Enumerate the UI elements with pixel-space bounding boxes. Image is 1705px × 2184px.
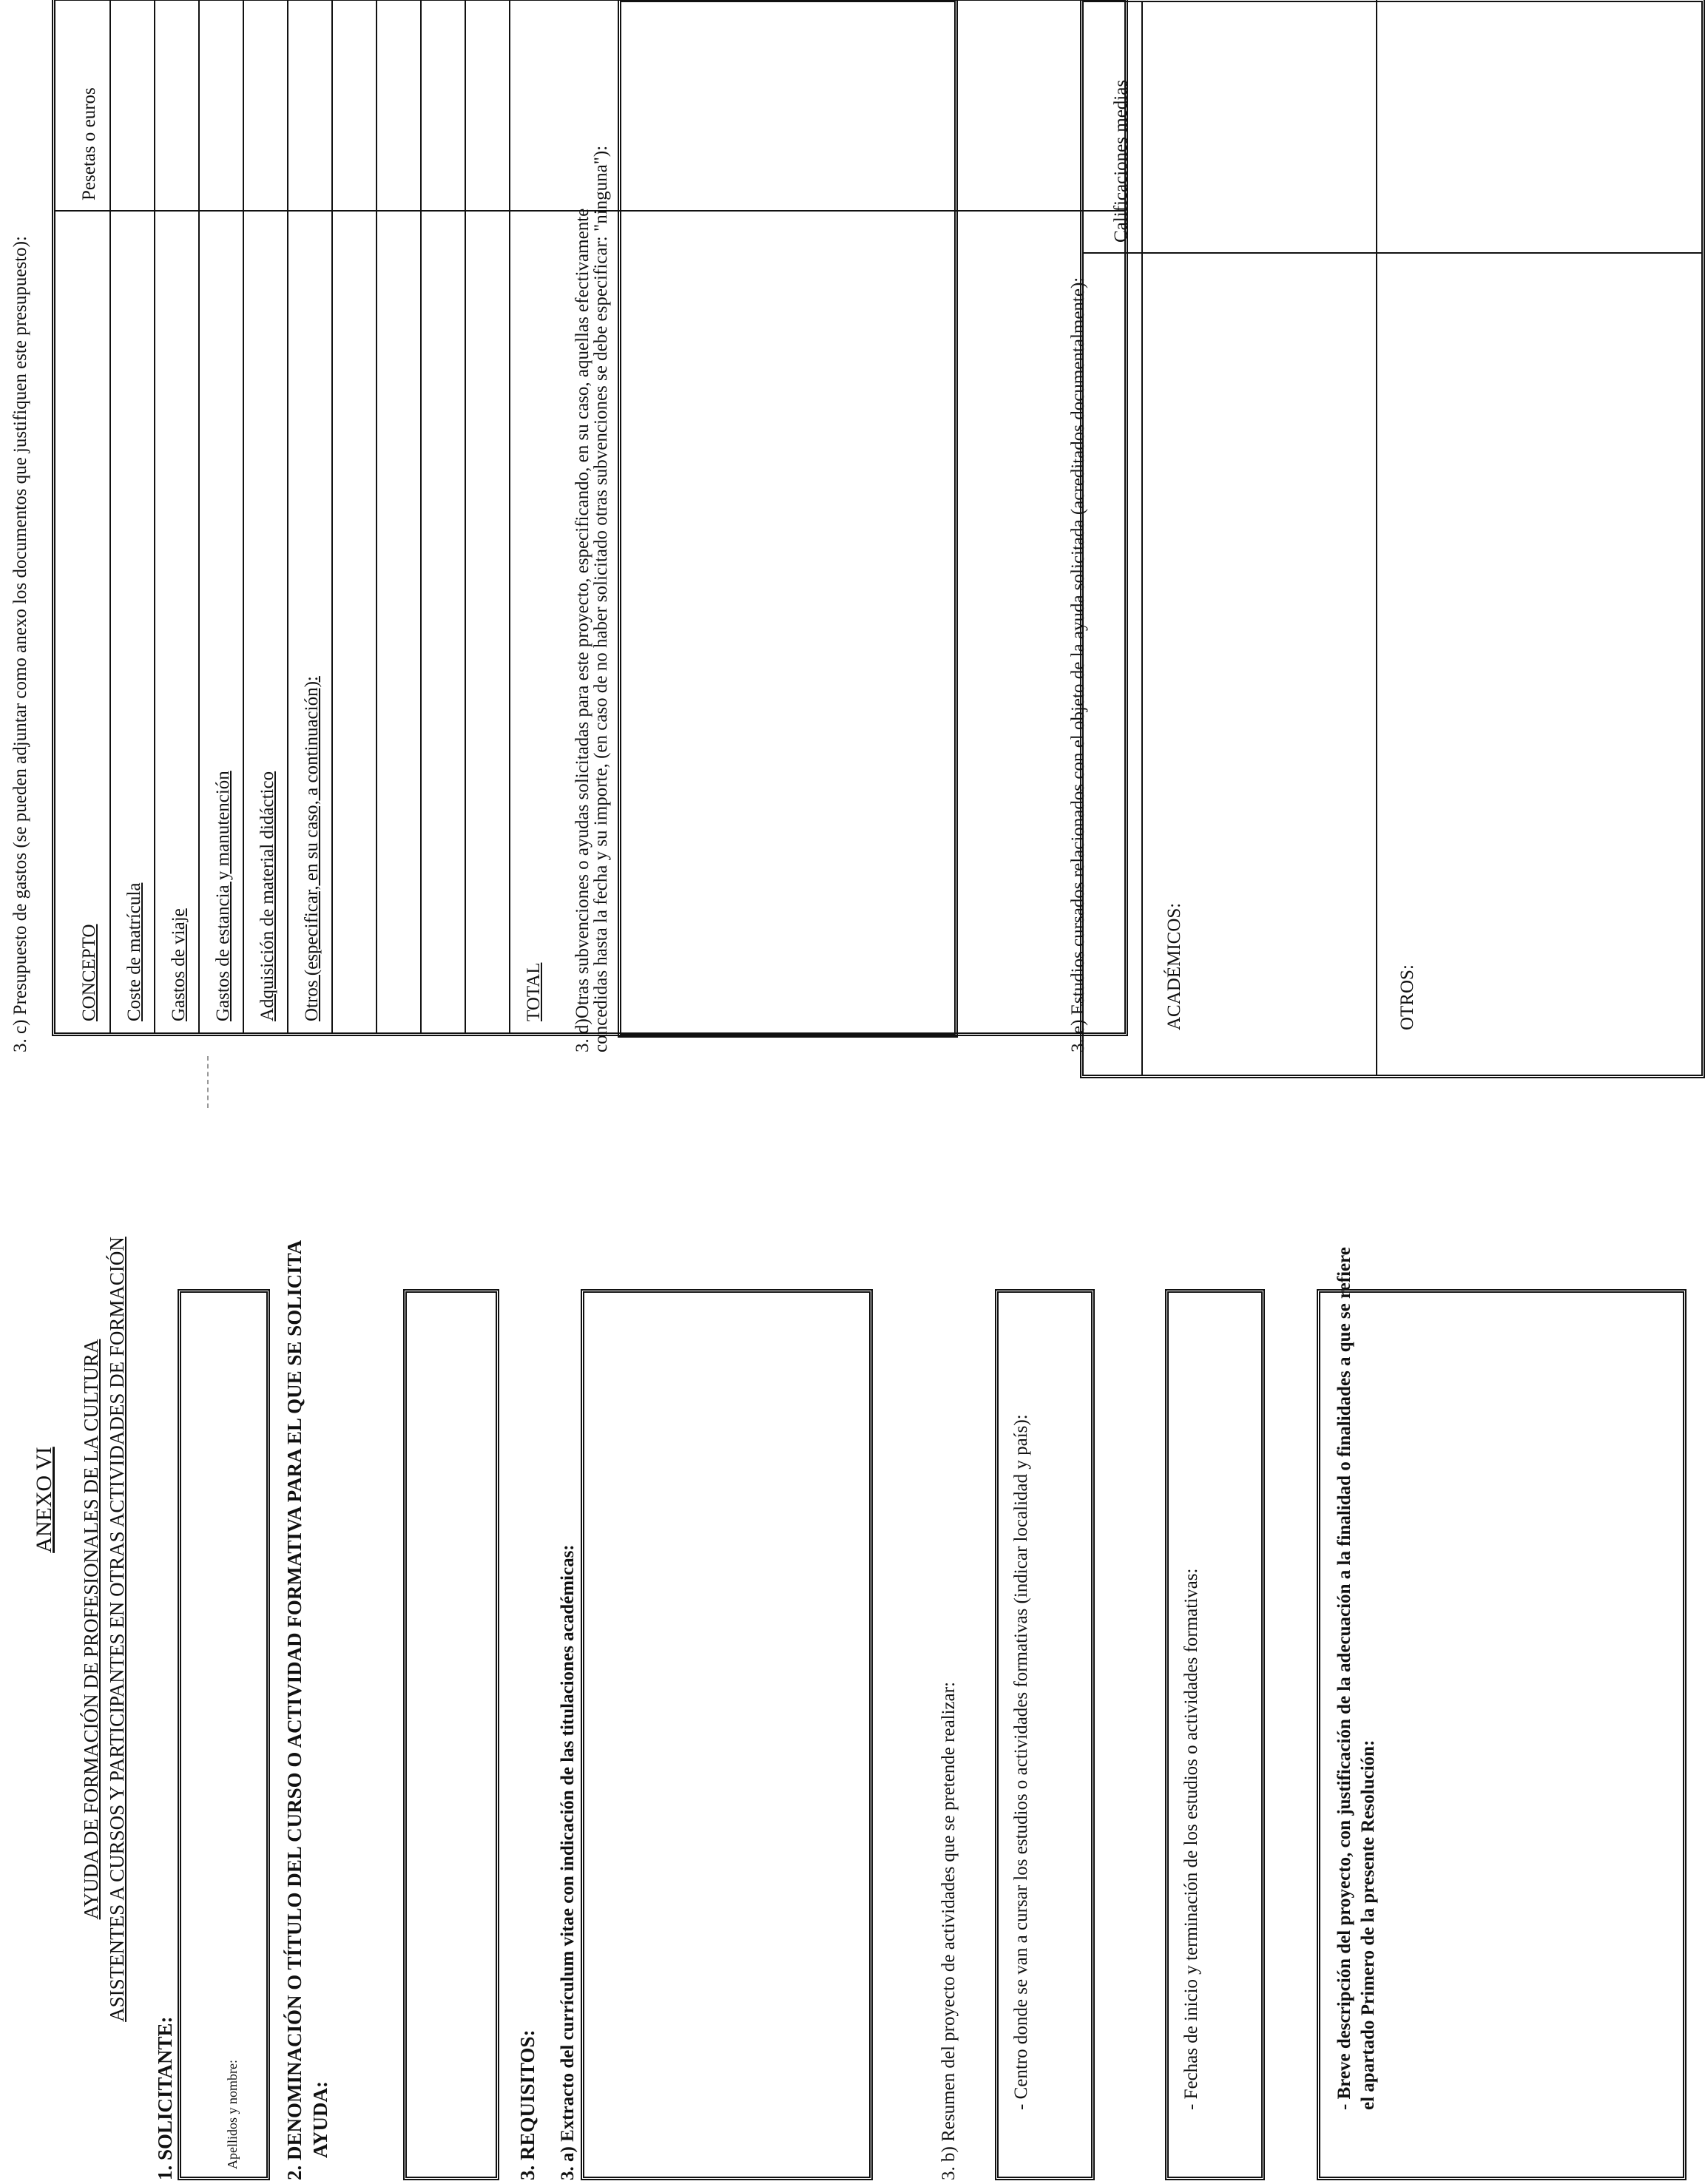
grades-header: Calificaciones medias <box>1111 79 1131 243</box>
cv-label: 3. a) Extracto del currículum vitae con indicación de las titulaciones académicas: <box>558 1544 578 2180</box>
studies-table <box>1080 0 1705 1078</box>
fold-mark <box>207 1056 209 1108</box>
row-label: Gastos de viaje <box>169 908 189 1021</box>
row-label: Coste de matrícula <box>124 882 144 1021</box>
other-grants-line2: concedidas hasta la fecha y su importe, (en caso de no haber solicitado otras subvenciones se debe especificar: "ninguna"): <box>591 145 611 1052</box>
table-row[interactable] <box>466 1 510 1032</box>
applicant-label: Apellidos y nombre: <box>225 2060 240 2169</box>
other-grants-field[interactable] <box>618 0 958 1038</box>
row-label: Adquisición de material didáctico <box>257 771 277 1021</box>
form-title-line1: AYUDA DE FORMACIÓN DE PROFESIONALES DE LA CULTURA <box>80 1339 102 1920</box>
center-field[interactable] <box>995 1289 1095 2180</box>
description-field[interactable] <box>1317 1247 1687 2180</box>
applicant-field[interactable] <box>178 1289 270 2180</box>
other-grants-line1: 3. d)Otras subvenciones o ayudas solicitadas para este proyecto, especificando, en su caso, aquellas efectivamente <box>573 208 592 1052</box>
table-row[interactable] <box>422 1 466 1032</box>
academic-label: ACADÉMICOS: <box>1164 902 1184 1030</box>
studies-title: 3. e) Estudios cursados relacionados con el objeto de la ayuda solicitada (acreditados documentalmente): <box>1068 277 1088 1052</box>
other-label: OTROS: <box>1397 964 1417 1030</box>
table-row[interactable] <box>333 1 377 1032</box>
description-label-line2: el apartado Primero de la presente Resolución: <box>1358 1740 1378 2110</box>
col-amount-header: Pesetas o euros <box>79 87 99 200</box>
description-label-line1: - Breve descripción del proyecto, con justificación de la adecuación a la finalidad o finalidades a que se refiere <box>1334 1247 1354 2110</box>
table-row[interactable] <box>155 1 200 1032</box>
center-label: - Centro donde se van a cursar los estudios o actividades formativas (indicar localidad y país): <box>1011 1414 1031 2110</box>
form-title-line2: ASISTENTES A CURSOS Y PARTICIPANTES EN OTRAS ACTIVIDADES DE FORMACIÓN <box>106 1237 128 2022</box>
project-summary-label: 3. b) Resumen del proyecto de actividades que se pretende realizar: <box>939 1681 959 2180</box>
course-title-field[interactable] <box>403 1289 499 2180</box>
section3-title: 3. REQUISITOS: <box>516 2029 538 2180</box>
cv-field[interactable] <box>581 1289 873 2180</box>
dates-field[interactable] <box>1165 1289 1265 2180</box>
table-row <box>55 1 111 1032</box>
annex-title: ANEXO VI <box>32 1447 56 1553</box>
table-row[interactable] <box>200 1 244 1032</box>
table-row[interactable] <box>244 1 288 1032</box>
table-row[interactable] <box>510 1 551 1032</box>
table-row[interactable] <box>288 1 333 1032</box>
row-label: Gastos de estancia y manutención <box>213 771 233 1021</box>
academic-grade-field[interactable] <box>1143 0 1376 254</box>
budget-title: 3. c) Presupuesto de gastos (se pueden adjuntar como anexo los documentos que justifiquen este presupuesto): <box>10 236 30 1052</box>
table-row[interactable] <box>111 1 155 1032</box>
dates-label: - Fechas de inicio y terminación de los estudios o actividades formativas: <box>1181 1568 1201 2110</box>
section2-title-line2: AYUDA: <box>309 2080 331 2158</box>
col-concept-header: CONCEPTO <box>79 924 99 1021</box>
total-label: TOTAL <box>524 962 544 1021</box>
other-grade-field[interactable] <box>1376 0 1701 254</box>
table-row[interactable] <box>377 1 422 1032</box>
section1-title: 1. SOLICITANTE: <box>154 2016 176 2180</box>
row-label: Otros (especificar, en su caso, a continuación): <box>302 676 322 1021</box>
section2-title-line1: 2. DENOMINACIÓN O TÍTULO DEL CURSO O ACTIVIDAD FORMATIVA PARA EL QUE SE SOLICITA <box>283 1240 305 2180</box>
